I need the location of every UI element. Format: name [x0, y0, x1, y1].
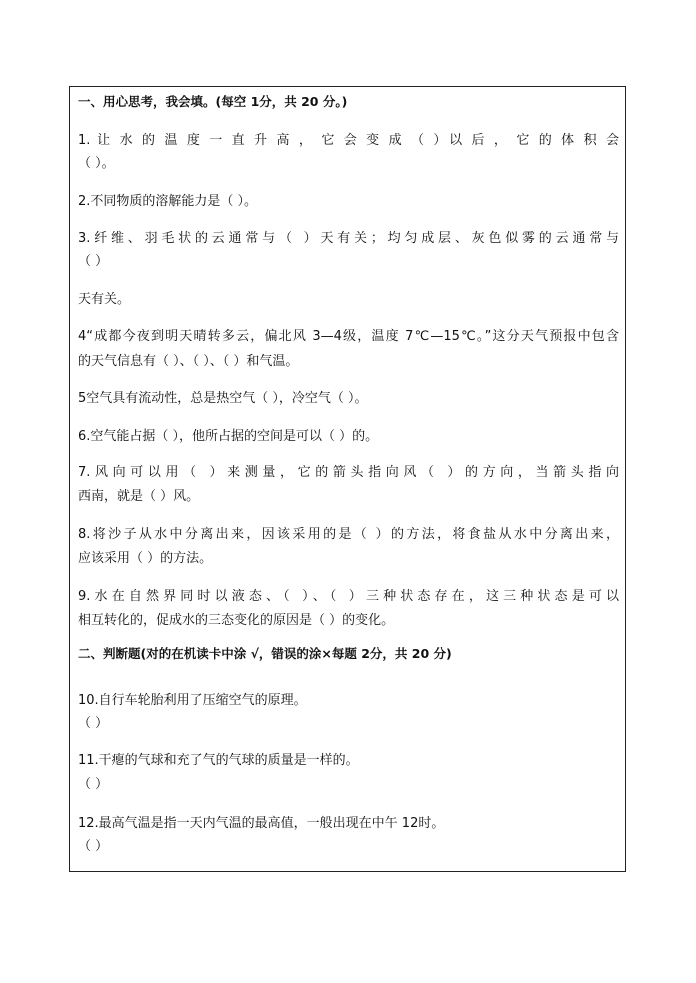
question-10-answer-blank: （ ） — [78, 716, 109, 731]
question-1-line2: （ ）。 — [78, 156, 115, 171]
section2-heading: 二、判断题(对的在机读卡中涂 √，错误的涂×每题 2分，共 20 分) — [78, 646, 452, 661]
question-3-line2: （ ） — [78, 254, 109, 269]
exam-sheet — [69, 86, 626, 872]
question-11-answer-blank: （ ） — [78, 777, 109, 792]
question-2: 2.不同物质的溶解能力是（ ）。 — [78, 194, 258, 209]
question-12: 12.最高气温是指一天内气温的最高值，一般出现在中午 12时。 — [78, 816, 445, 831]
question-11: 11.干瘪的气球和充了气的气球的质量是一样的。 — [78, 753, 359, 768]
question-6: 6.空气能占据（ ），他所占据的空间是可以（ ）的。 — [78, 429, 379, 444]
question-10: 10.自行车轮胎利用了压缩空气的原理。 — [78, 693, 307, 708]
section1-heading: 一、用心思考，我会填。(每空 1分，共 20 分。) — [78, 94, 348, 109]
question-3-line1: 3.纤维、羽毛状的云通常与（ ）天有关；均匀成层、灰色似雾的云通常与 — [78, 231, 619, 246]
question-3-line3: 天有关。 — [78, 292, 131, 307]
question-9-line2: 相互转化的，促成水的三态变化的原因是（ ）的变化。 — [78, 613, 395, 628]
question-9-line1: 9.水在自然界同时以液态、（ ）、（ ）三种状态存在，这三种状态是可以 — [78, 589, 619, 604]
question-4-line1: 4“成都今夜到明天晴转多云，偏北风 3—4级，温度 7℃—15℃。”这分天气预报中包含 — [78, 329, 619, 344]
question-7-line2: 西南，就是（ ）风。 — [78, 489, 200, 504]
question-8-line2: 应该采用（ ）的方法。 — [78, 551, 213, 566]
question-8-line1: 8.将沙子从水中分离出来，因该采用的是（ ）的方法，将食盐从水中分离出来， — [78, 527, 619, 542]
question-4-line2: 的天气信息有（ ）、（ ）、（ ）和气温。 — [78, 354, 299, 369]
question-7-line1: 7.风向可以用（ ）来测量，它的箭头指向风（ ）的方向，当箭头指向 — [78, 465, 619, 480]
question-1-line1: 1. 让 水 的 温 度 一 直 升 高 ， 它 会 变 成 （ ）以 后 ， 它 的 体 积 会 — [78, 133, 619, 148]
question-12-answer-blank: （ ） — [78, 839, 109, 854]
question-5: 5空气具有流动性，总是热空气（ ），冷空气（ ）。 — [78, 391, 368, 406]
